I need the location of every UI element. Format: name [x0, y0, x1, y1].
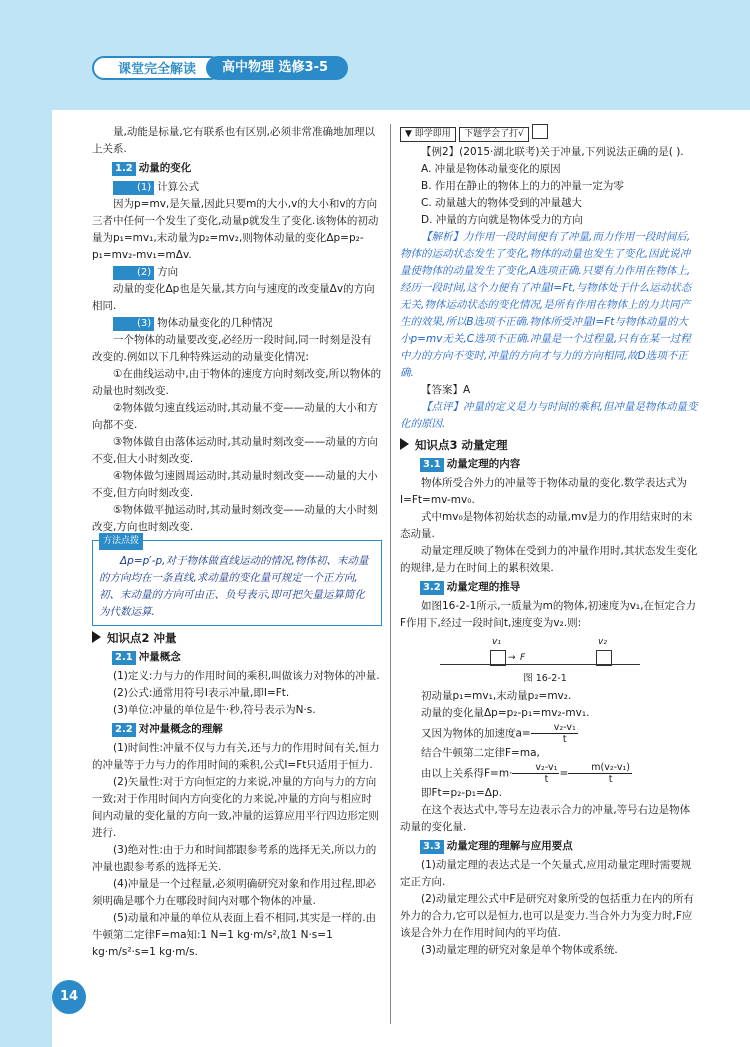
force-arrow: → — [508, 653, 516, 663]
subsection-tag: (2) — [113, 266, 154, 280]
knowledge-point-title: 知识点2 冲量 — [107, 631, 177, 645]
numerator: v₂-v₁ — [512, 762, 559, 774]
section-number: 3.2 — [420, 581, 444, 595]
intro-text: 量,动能是标量,它有联系也有区别,必须非常准确地加理以上关系. — [92, 126, 376, 155]
derivation-line: 初动量p₁=mv₁,末动量p₂=mv₂. — [421, 690, 572, 702]
option-c: C. 动量越大的物体受到的冲量越大 — [421, 197, 583, 209]
example-question: 【例2】(2015·湖北联考)关于冲量,下列说法正确的是( ). — [421, 146, 684, 158]
derivation-line: 动量的变化量Δp=p₂-p₁=mv₂-mv₁. — [421, 707, 590, 719]
book-title: 高中物理 选修3-5 — [206, 56, 348, 80]
section-title: 动量定理的推导 — [446, 581, 521, 593]
denominator: t — [562, 734, 567, 745]
equals-sign: = — [559, 767, 569, 780]
section-title: 动量的变化 — [138, 162, 192, 174]
derivation-line — [400, 762, 698, 785]
derivation-line: 结合牛顿第二定律F=ma, — [421, 747, 540, 759]
triangle-icon — [400, 438, 409, 450]
paragraph: 动量定理反映了物体在受到力的冲量作用时,其状态发生变化的规律,是力在时间上的累积效果. — [400, 545, 698, 574]
section-title: 动量定理的内容 — [446, 458, 521, 470]
denominator: t — [608, 774, 613, 785]
paragraph: (5)动量和冲量的单位从表面上看不相同,其实是一样的.由牛顿第二定律F=ma知:1 N=1 kg·m/s²,故1 N·s=1 kg·m/s²·s=1 kg·m/s. — [92, 912, 377, 958]
top-band — [0, 0, 750, 110]
section-3-1-heading — [420, 456, 698, 473]
paragraph: (3)绝对性:由于力和时间都跟参考系的选择无关,所以力的冲量也跟参考系的选择无关. — [92, 844, 377, 873]
derivation-line: 即Ft=p₂-p₁=Δp. — [421, 787, 502, 799]
section-3-3-heading — [420, 838, 698, 855]
block-end — [596, 650, 612, 666]
section-3-2-heading — [420, 579, 698, 596]
case-item: ⑤物体做平抛运动时,其动量时刻改变——动量的大小时刻改变,方向也时刻改变. — [92, 504, 378, 533]
numerator: v₂-v₁ — [531, 722, 578, 734]
subsection-title: 物体动量变化的几种情况 — [157, 317, 273, 329]
figure-caption: 图 16-2-1 — [523, 673, 567, 684]
section-title: 对冲量概念的理解 — [138, 723, 223, 735]
section-number: 1.2 — [112, 162, 136, 176]
paragraph: (1)定义:力与力的作用时间的乘积,叫做该力对物体的冲量. — [113, 670, 380, 682]
paragraph: 物体所受合外力的冲量等于物体动量的变化.数学表达式为I=Ft=mv-mv₀. — [400, 477, 687, 506]
subsection-heading — [92, 179, 382, 196]
section-title: 冲量概念 — [138, 651, 181, 663]
section-2-1-heading — [112, 649, 382, 666]
answer-text: 【答案】A — [421, 384, 471, 396]
section-number: 2.2 — [112, 723, 136, 737]
paragraph: 式中mv₀是物体初始状态的动量,mv是力的作用结束时的末态动量. — [400, 511, 693, 540]
option-d: D. 冲量的方向就是物体受力的方向 — [421, 214, 583, 226]
check-hint-button[interactable]: 下题学会了打√ — [459, 127, 529, 142]
subsection-tag: (3) — [113, 317, 154, 331]
section-title: 动量定理的理解与应用要点 — [446, 840, 573, 852]
section-number: 2.1 — [112, 651, 136, 665]
subsection-title: 计算公式 — [157, 181, 200, 193]
option-b: B. 作用在静止的物体上的力的冲量一定为零 — [421, 180, 624, 192]
section-number: 3.3 — [420, 840, 444, 854]
paragraph: 在这个表达式中,等号左边表示合力的冲量,等号右边是物体动量的变化量. — [400, 804, 691, 833]
paragraph: (2)公式:通常用符号I表示冲量,即I=Ft. — [113, 687, 290, 699]
derivation-text: 由以上关系得F=m· — [421, 767, 513, 780]
paragraph: 动量的变化Δp也是矢量,其方向与速度的改变量Δv的方向相同. — [92, 283, 375, 312]
paragraph: (1)动量定理的表达式是一个矢量式,应用动量定理时需要规定正方向. — [400, 859, 692, 888]
option-a: A. 冲量是物体动量变化的原因 — [421, 163, 561, 175]
note-label: 方法点拨 — [99, 533, 143, 550]
left-band — [0, 110, 52, 1047]
case-item: ②物体做匀速直线运动时,其动量不变——动量的大小和方向都不变. — [92, 402, 378, 431]
triangle-icon — [92, 631, 101, 643]
page-number: 14 — [52, 980, 86, 1014]
left-column — [92, 124, 382, 961]
subsection-heading — [92, 264, 382, 281]
paragraph: (1)时间性:冲量不仅与力有关,还与力的作用时间有关,恒力的冲量等于力与力的作用时间的乘积,公式I=Ft只适用于恒力. — [92, 742, 380, 771]
derivation-text: 又因为物体的加速度a= — [421, 727, 531, 740]
block-start — [490, 650, 506, 666]
practice-button[interactable]: ▼ 即学即用 — [400, 127, 456, 142]
series-title: 课堂完全解读 — [92, 56, 222, 80]
practice-toolbar — [400, 124, 698, 140]
subsection-heading — [92, 315, 382, 332]
numerator: m(v₂-v₁) — [568, 762, 632, 774]
knowledge-point-title: 知识点3 动量定理 — [415, 438, 508, 452]
case-item: ③物体做自由落体运动时,其动量时刻改变——动量的方向不变,但大小时刻改变. — [92, 436, 378, 465]
fraction — [512, 762, 559, 785]
note-text: Δp=p′-p,对于物体做直线运动的情况,物体初、末动量的方向均在一条直线,求动量的变化量可规定一个正方向,初、末动量的方向可由正、负号表示,即可把矢量运算简化为代数运算. — [99, 555, 369, 618]
paragraph: 因为p=mv,是矢量,因此只要m的大小,v的大小和v的方向三者中任何一个发生了变化,动量p就发生了变化.该物体的初动量为p₁=mv₁,末动量为p₂=mv₂,则物体动量的变化Δp=p₂-p₁=mv₂-mv₁=mΔv. — [92, 198, 379, 261]
paragraph: (2)矢量性:对于方向恒定的力来说,冲量的方向与力的方向一致;对于作用时间内方向变化的力来说,冲量的方向与相应时间内动量的变化量的方向一致,冲量的运算应用平行四边形定则进行. — [92, 776, 379, 839]
knowledge-point-2-heading — [92, 630, 382, 647]
column-divider — [390, 124, 391, 1024]
subsection-tag: (1) — [113, 181, 154, 195]
derivation-line — [400, 722, 698, 745]
figure-16-2-1 — [400, 634, 698, 686]
paragraph: 如图16-2-1所示,一质量为m的物体,初速度为v₁,在恒定合力F作用下,经过一段时间t,速度变为v₂.则: — [400, 600, 696, 629]
knowledge-point-3-heading — [400, 437, 698, 454]
method-note-box — [92, 536, 382, 626]
paragraph: 一个物体的动量要改变,必经历一段时间,同一时刻是没有改变的.例如以下几种特殊运动的动量变化情况: — [92, 334, 372, 363]
subsection-title: 方向 — [157, 266, 179, 278]
label-v2: v₂ — [598, 637, 607, 647]
label-F: F — [520, 653, 526, 663]
section-1-2-heading — [112, 160, 382, 177]
analysis-text: 【解析】力作用一段时间便有了冲量,而力作用一段时间后,物体的运动状态发生了变化,物体的动量也发生了变化,因此说冲量使物体的动量发生了变化,A选项正确.只要有力作用在物体上,经历一段时间,这个力便有了冲量I=Ft,与物体处于什么运动状态无关,物体运动状态的变化情况,是所有作用在物体上的力共同产生的效果,所以B选项不正确.物体所受冲量I=Ft与物体动量的大小p=mv无关,C选项不正确.冲量是一个过程量,只有在某一过程中力的方向不变时,冲量的方向才与力的方向相同,故D选项不正确. — [400, 231, 692, 379]
comment-text: 【点评】冲量的定义是力与时间的乘积,但冲量是物体动量变化的原因. — [400, 401, 698, 430]
paragraph: (3)动量定理的研究对象是单个物体或系统. — [421, 944, 618, 956]
paragraph: (4)冲量是一个过程量,必须明确研究对象和作用过程,即必须明确是哪个力在哪段时间内对哪个物体的冲量. — [92, 878, 377, 907]
denominator: t — [544, 774, 549, 785]
section-2-2-heading — [112, 721, 382, 738]
checkbox[interactable] — [532, 124, 548, 139]
case-item: ①在曲线运动中,由于物体的速度方向时刻改变,所以物体的动量也时刻改变. — [92, 368, 382, 397]
fraction — [568, 762, 632, 785]
paragraph: (2)动量定理公式中F是研究对象所受的包括重力在内的所有外力的合力,它可以是恒力,也可以是变力.当合外力为变力时,F应该是合外力在作用时间内的平均值. — [400, 893, 694, 939]
case-item: ④物体做匀速圆周运动时,其动量时刻改变——动量的大小不变,但方向时刻改变. — [92, 470, 378, 499]
section-number: 3.1 — [420, 458, 444, 472]
right-column — [400, 124, 698, 959]
label-v1: v₁ — [492, 637, 501, 647]
paragraph: (3)单位:冲量的单位是牛·秒,符号表示为N·s. — [113, 704, 316, 716]
fraction — [531, 722, 578, 745]
